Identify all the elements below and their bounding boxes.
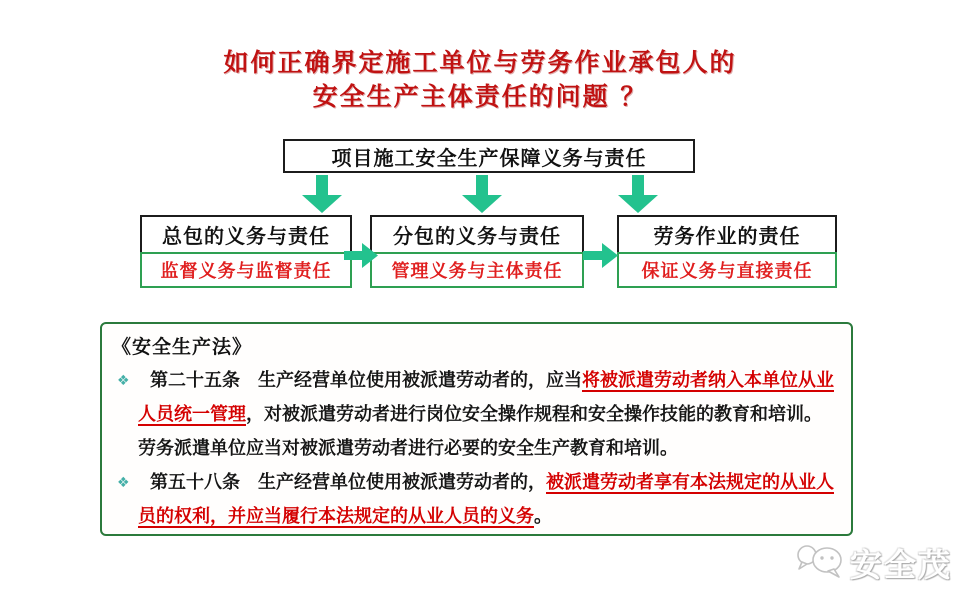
down-arrow-icon (618, 175, 658, 213)
bullet-diamond-icon: ❖ (117, 373, 130, 389)
flow-node-title-label: 分包的义务与责任 (393, 224, 561, 248)
watermark (794, 540, 952, 586)
flow-root-box (283, 139, 695, 173)
down-arrow-icon (302, 175, 342, 213)
law-text: ，对被派遣劳动者进行岗位安全操作规程和安全操作技能的教育和培训。劳务派遣单位应当对被派遣劳动者进行必要的安全生产教育和培训。 (138, 404, 822, 459)
down-arrow-icon (462, 175, 502, 213)
right-arrow-icon (583, 242, 618, 269)
law-heading: 《安全生产法》 (112, 336, 253, 358)
law-text: 第二十五条 生产经营单位使用被派遣劳动者的，应当 (150, 370, 582, 391)
right-arrow-icon (344, 242, 378, 269)
flow-node-title (617, 215, 837, 252)
law-text-highlight: 被派遣劳动者享有本法规定的从业人员的权利，并应当履行本法规定的从业人员的义务 (138, 472, 834, 527)
law-box (100, 322, 853, 536)
watermark-text: 安全茂 (849, 546, 952, 584)
flow-node-subtitle-label: 管理义务与主体责任 (391, 261, 563, 282)
title-line-2: 安全生产主体责任的问题 ？ (312, 82, 648, 111)
flow-node-subtitle (370, 252, 584, 288)
chat-bubbles-icon (794, 540, 846, 586)
flow-node-subtitle (617, 252, 837, 288)
flow-node-subtitle (140, 252, 352, 288)
flow-node-subtitle-label: 监督义务与监督责任 (160, 261, 332, 282)
law-article-25 (112, 364, 837, 466)
page-title (0, 46, 960, 114)
law-text-highlight: 将被派遣劳动者纳入本单位从业人员统一管理 (138, 370, 834, 425)
law-text: 。 (534, 506, 552, 527)
flow-node-title-label: 劳务作业的责任 (653, 224, 801, 248)
law-text: 第五十八条 生产经营单位使用被派遣劳动者的， (150, 472, 546, 493)
flow-root-label: 项目施工安全生产保障义务与责任 (331, 145, 647, 170)
flow-node-labor-operation (617, 215, 837, 288)
flow-node-subcontractor (370, 215, 584, 288)
law-article-58 (112, 466, 837, 534)
flow-node-title-label: 总包的义务与责任 (162, 224, 330, 248)
flow-node-title (140, 215, 352, 252)
flow-node-general-contractor (140, 215, 352, 288)
bullet-diamond-icon: ❖ (117, 475, 130, 491)
title-line-1: 如何正确界定施工单位与劳务作业承包人的 (223, 48, 737, 77)
flow-node-title (370, 215, 584, 252)
flow-node-subtitle-label: 保证义务与直接责任 (641, 261, 813, 282)
